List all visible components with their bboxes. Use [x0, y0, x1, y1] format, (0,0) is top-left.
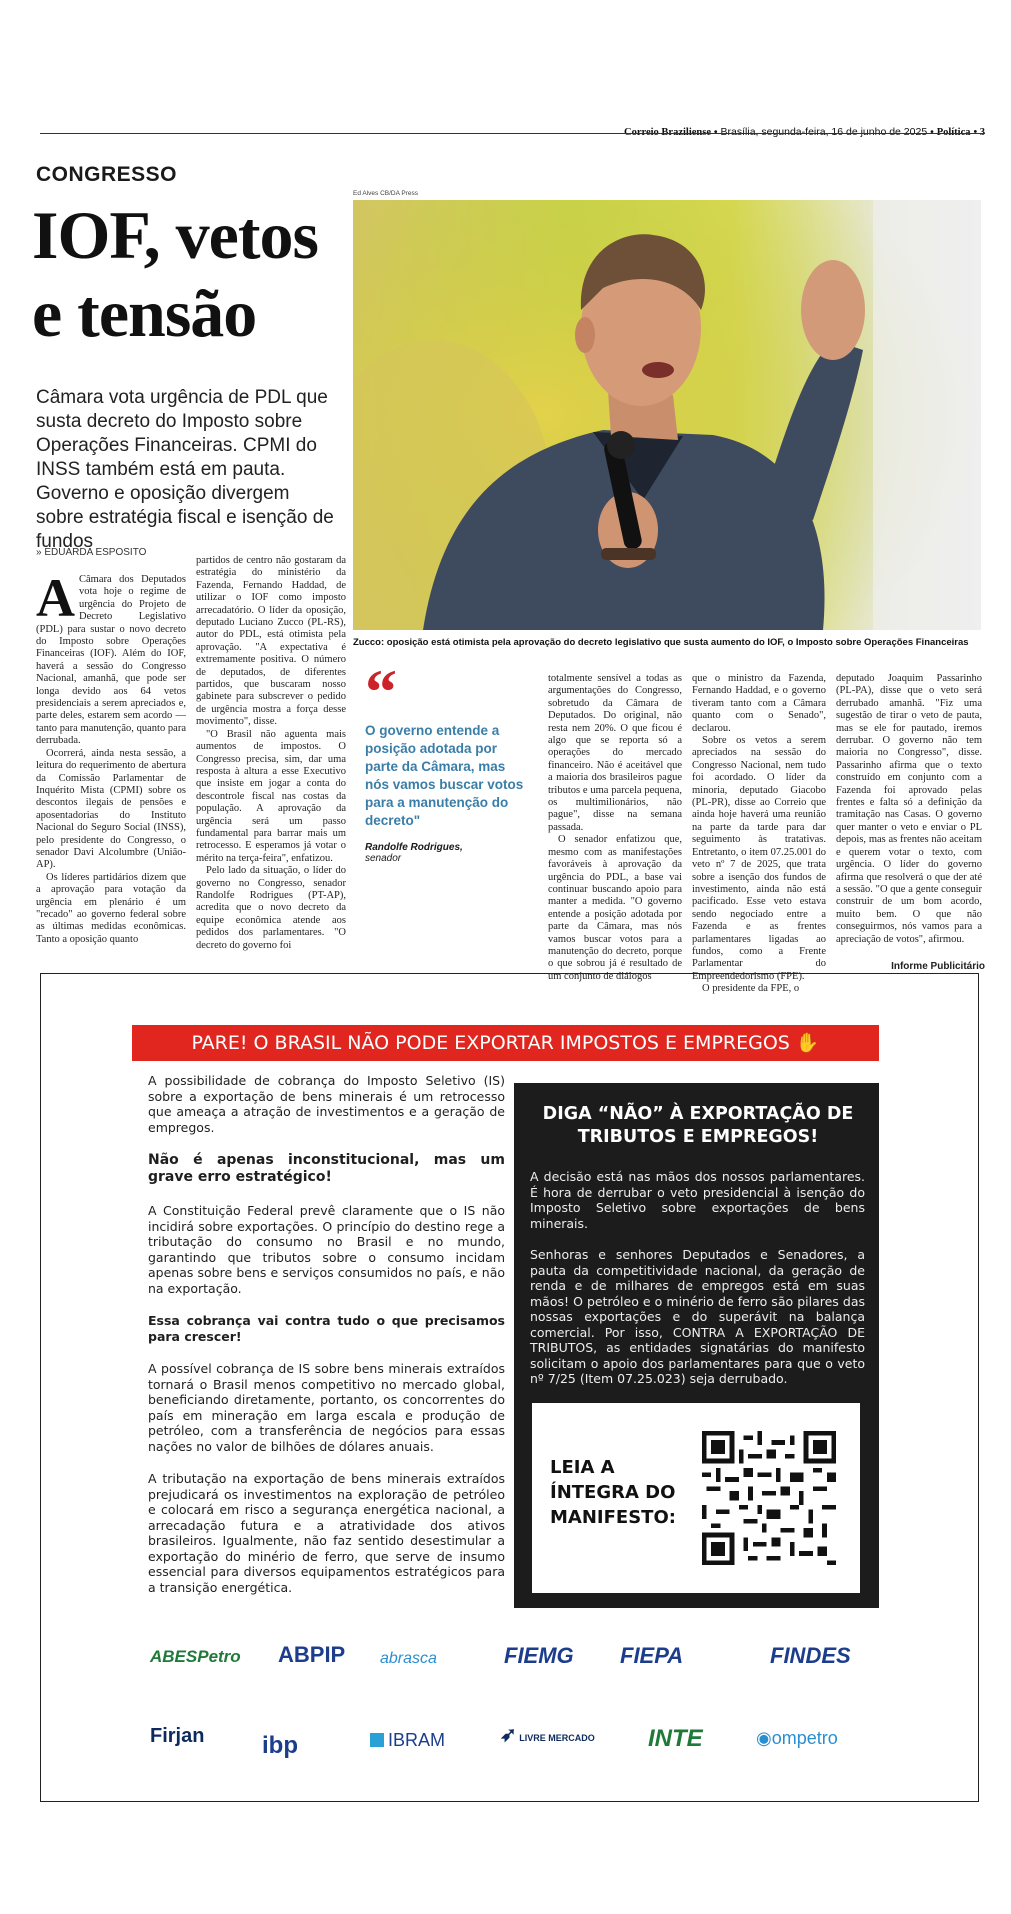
logo-abespetro: ABESPetro [150, 1647, 241, 1666]
manifesto-cta [550, 1455, 690, 1530]
logo-abrasca: abrasca [380, 1650, 437, 1667]
subheadline: Câmara vota urgência de PDL que susta decreto do Imposto sobre Operações Financeiras. CPMI do INSS também está em pauta. Governo e oposição divergem sobre estratégia fiscal e isenção de fundos [36, 387, 334, 552]
ad-heading: Não é apenas inconstitucional, mas um grave erro estratégico! [148, 1152, 505, 1185]
manifesto-line: ÍNTEGRA DO [550, 1482, 676, 1503]
ibram-mark-icon [370, 1733, 384, 1747]
ad-panel-text [530, 1169, 865, 1403]
ad-paragraph: A possível cobrança de IS sobre bens minerais extraídos tornará o Brasil menos competitivo no mercado global, beneficiando diretamente, portanto, os concorrentes do país em mineração em larga escala e produção de petróleo, com a transferência de negócios para essas nações no valor de bilhões de dólares anuais. [148, 1361, 505, 1454]
article-photo [353, 200, 981, 630]
paragraph: Sobre os vetos a serem apreciados na sessão do Congresso Nacional, nem tudo foi acordado. O líder da minoria, deputado Giacobo (PL-PR), disse ao Correio que ainda hoje haverá uma reunião na parte da tarde para dar seguimento às tratativas. Entretanto, o item 07.25.001 do veto nº 7 de 2025, que trata sobre a isenção dos fundos de investimento, ainda não está pacificado. Esse veto estava sendo negociado entre a Fazenda e as frentes parlamentares ligadas ao fundos, como a Frente Parlamentar do Empreendedorismo (FPE). [692, 735, 826, 982]
paragraph: que o ministro da Fazenda, Fernando Haddad, e o governo tiveram tanto com a Câmara quanto com o Senado", declarou. [692, 673, 826, 734]
quote-author: Randolfe Rodrigues, [365, 842, 463, 853]
pull-quote [365, 656, 525, 864]
manifesto-line: MANIFESTO: [550, 1507, 676, 1528]
logo-inte: INTE [648, 1725, 703, 1752]
bird-icon: ➶ [500, 1724, 517, 1746]
manifesto-box [532, 1403, 860, 1593]
ad-banner: PARE! O BRASIL NÃO PODE EXPORTAR IMPOSTOS E EMPREGOS ✋ [132, 1025, 879, 1061]
article-column-4 [692, 673, 826, 996]
drop-icon: ◉ [756, 1728, 772, 1748]
section-name: Política [936, 127, 971, 138]
paragraph: O presidente da FPE, o [702, 983, 800, 995]
logo-fiemg: FIEMG [504, 1643, 574, 1668]
logo-fiepa: FIEPA [620, 1643, 684, 1668]
ad-right-panel [514, 1083, 879, 1608]
ad-paragraph: A possibilidade de cobrança do Imposto Seletivo (IS) sobre a exportação de bens minerais é um retrocesso que ameaça a atração de investimentos e a geração de empregos. [148, 1073, 505, 1135]
ad-paragraph: A Constituição Federal prevê claramente que o IS não incidirá sobre exportações. O princípio do destino rege a tributação do consumo no Brasil e no mundo, garantindo que tributos sobre o consumo incidam apenas sobre bens e serviços consumidos no país, e não na exportação. [148, 1203, 505, 1296]
paragraph: O senador enfatizou que, mesmo com as manifestações favoráveis à aprovação da urgência do PDL, a base vai continuar buscando apoio para manter a medida. "O governo entende a posição adotada por parte da Câmara, mas nós vamos buscar votos para a manutenção do decreto, porque o que sobrou já é resultado de um conjunto de diálogos [548, 834, 682, 982]
paragraph: "O Brasil não aguenta mais aumentos de impostos. O Congresso precisa, sim, dar uma resposta à altura a esse Executivo que insiste em jogar a conta do descontrole fiscal nas costas da população. A aprovação da urgência será um passo fundamental para barrar mais um retrocesso. E esperamos já votar o mérito na terça-feira", enfatizou. [196, 728, 346, 864]
byline: » EDUARDA ESPOSITO [36, 547, 147, 558]
ad-paragraph: Senhoras e senhores Deputados e Senadores, a pauta da competitividade nacional, da geração de renda e de milhares de empregos está em suas mãos! O petróleo e o minério de ferro são pilares das nossas exportações e do superávit na balança comercial. Por isso, CONTRA A EXPORTAÇÃO DE TRIBUTOS, as entidades signatárias do manifesto solicitam o apoio dos parlamentares para que o veto nº 7/25 (Item 07.25.023) seja derrubado. [530, 1247, 865, 1386]
paragraph: Câmara dos Deputados vota hoje o regime de urgência do Projeto de Decreto Legislativo (PDL) para sustar o novo decreto do Imposto sobre Operações Financeiras (IOF). Além do IOF, haverá a sessão do Congresso Nacional, amanhã, que pode ser longa devido aos 64 vetos presidenciais a serem apreciados e, parte deles, estarem sem acordo — tanto para manutenção, quanto para derrubada. [36, 574, 186, 747]
ad-heading: Essa cobrança vai contra tudo o que precisamos para crescer! [148, 1313, 505, 1344]
photo-credit: Ed Alves CB/DA Press [353, 190, 419, 197]
headline [32, 196, 352, 352]
qr-code-icon[interactable] [702, 1431, 836, 1565]
paragraph: Ocorrerá, ainda nesta sessão, a leitura do requerimento de abertura da Comissão Parlamentar de Inquérito Mista (CPMI) sobre os descontos ilegais de pensões e aposentadorias do Instituto Nacional do Seguro Social (INSS), pelo presidente do Congresso, o senador Davi Alcolumbre (União-AP). [36, 747, 186, 871]
quote-role: senador [365, 853, 402, 864]
header-rule [40, 133, 985, 134]
logo-livre-mercado: ➶ LIVRE MERCADO [500, 1724, 595, 1746]
section-label: CONGRESSO [36, 163, 178, 186]
quote-text: O governo entende a posição adotada por parte da Câmara, mas nós vamos buscar votos para a manutenção do decreto" [365, 723, 524, 828]
paragraph: totalmente sensível a todas as argumentações do Congresso, sobretudo da Câmara de Deputados. Do original, não resta nem 20%. O que ficou é algo que se reporta só a operações do mercado financeiro. Não é aceitável que a maioria dos brasileiros pague tributos e uma parcela pequena, os multimilionários, não pague", disse na semana passada. [548, 673, 682, 833]
article-column-2 [196, 555, 346, 952]
ad-paragraph: A tributação na exportação de bens minerais extraídos prejudicará os investimentos na exploração de petróleo e colocará em risco a segurança energética nacional, a arrecadação futura e a atratividade dos ativos brasileiros. Igualmente, não faz sentido desestimular a exportação do minério de ferro, que serve de insumo essencial para diversos equipamentos estratégicos para a transição energética. [148, 1471, 505, 1595]
paragraph: Os líderes partidários dizem que a aprovação para votação da urgência em plenário é um "recado" ao governo federal sobre as últimas medidas econômicas. Tanto a oposição quanto [36, 871, 186, 945]
logo-abpip: ABPIP [278, 1642, 346, 1667]
ad-left-text [148, 1073, 505, 1612]
logo-findes: FINDES [770, 1643, 851, 1668]
logo-ompetro: ◉ompetro [756, 1728, 838, 1748]
paragraph: Pelo lado da situação, o líder do governo no Congresso, senador Randolfe Rodrigues (PT-AP), acredita que o novo decreto da equipe econômica atende aos pedidos dos parlamentares. "O decreto do governo foi [196, 865, 346, 951]
headline-line-2: e tensão [32, 275, 257, 351]
article-column-5 [836, 673, 982, 946]
headline-line-1: IOF, vetos [32, 197, 318, 273]
paragraph: partidos de centro não gostaram da estratégia do ministério da Fazenda, Fernando Haddad, de utilizar o IOF como imposto arrecadatório. O líder da oposição, deputado Luciano Zucco (PL-RS), autor do PDL, está otimista pela aprovação. "A expectativa é extremamente positiva. O número de deputados, de diferentes partidos, que buscaram nosso gabinete para subscrever o pedido de urgência mostra a força desse movimento", disse. [196, 555, 346, 728]
newspaper-name: Correio Braziliense [624, 127, 711, 138]
article-column-3 [548, 673, 682, 983]
speaker-illustration [353, 200, 981, 630]
page-number: • 3 [973, 127, 985, 138]
logo-ibram: IBRAM [370, 1730, 445, 1751]
ad-panel-title: DIGA “NÃO” À EXPORTAÇÃO DE TRIBUTOS E EMPREGOS! [542, 1104, 854, 1147]
quote-mark-icon: “ [365, 656, 397, 727]
advertisement-label: Informe Publicitário [891, 961, 985, 972]
paragraph: deputado Joaquim Passarinho (PL-PA), disse que o veto será derrubado amanhã. "Fiz uma sugestão de tirar o veto de pauta, mas se ele for pautado, iremos derrubar. O governo não tem maioria no Congresso", disse. Passarinho afirma que o texto construído em conjunto com a Fazenda foi aprovado pelas frentes e falta só a definição da tramitação nas Casas. O governo quer manter o veto e enviar o PL depois, mas as frentes não aceitam e querem votar o texto, com urgência. O líder do governo afirma que resolverá o que der até a sessão. "O que a gente conseguir construir de um bom acordo, muito bem. O que não conseguirmos, nós vamos para a apreciação de votos", afirmou. [836, 673, 982, 945]
logo-ibp: ibp [262, 1732, 298, 1759]
dateline: • Brasília, segunda-feira, 16 de junho de 2025 • [713, 126, 934, 138]
ad-paragraph: A decisão está nas mãos dos nossos parlamentares. É hora de derrubar o veto presidencial à isenção do Imposto Seletivo sobre exportações de bens minerais. [530, 1169, 865, 1231]
manifesto-line: LEIA A [550, 1457, 615, 1478]
photo-caption: Zucco: oposição está otimista pela aprovação do decreto legislativo que susta aumento do IOF, o Imposto sobre Operações Financeiras [353, 637, 969, 648]
logo-firjan: Firjan [150, 1725, 205, 1747]
drop-cap: A [36, 568, 75, 628]
page-header [40, 126, 985, 138]
article-column-1 [36, 568, 186, 946]
